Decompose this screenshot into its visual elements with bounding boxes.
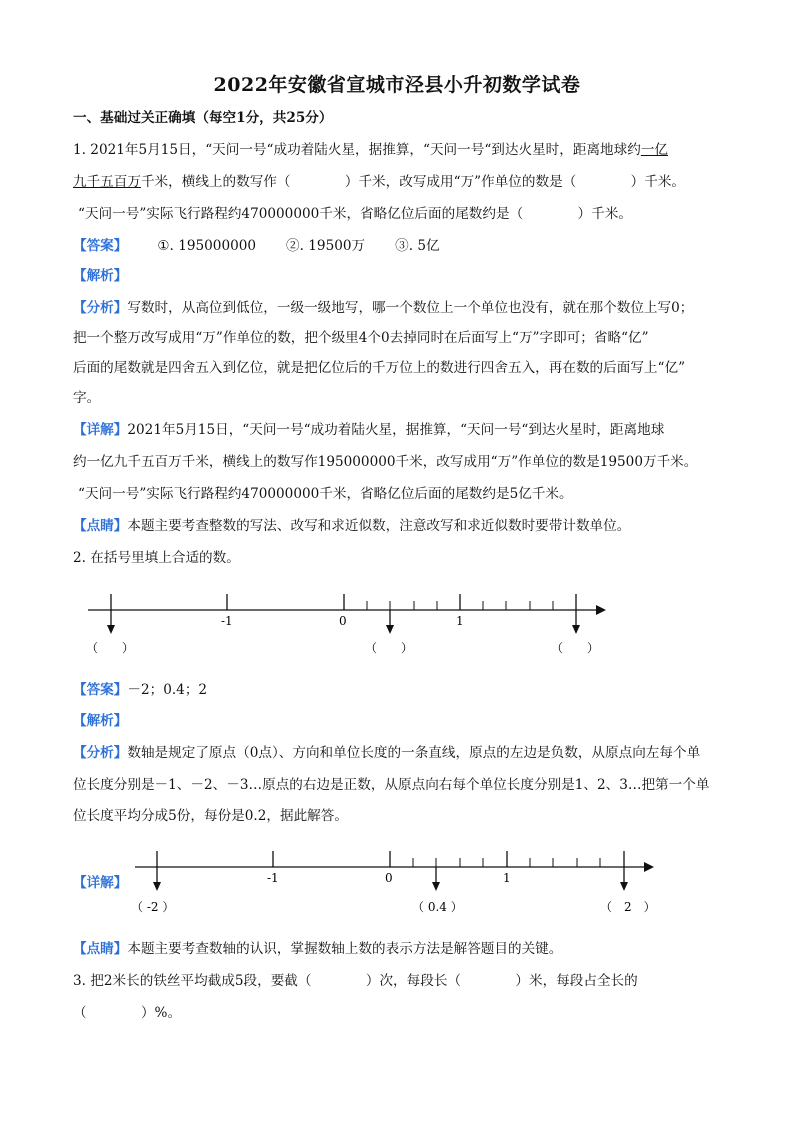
arrowhead-icon xyxy=(153,882,161,891)
tick-label-neg1: -1 xyxy=(221,614,233,628)
q1-text: 1. 2021年5月15日，“天问一号“成功着陆火星，据推算，“天问一号“到达火星时，距离地球约 xyxy=(73,142,641,158)
dianjing-tag: 【点睛】 xyxy=(73,518,128,534)
q1-text: 千米，横线上的数写作（ ）千米，改写成用“万”作单位的数是（ ）千米。 xyxy=(140,174,686,190)
analysis-tag: 【解析】 xyxy=(73,713,128,729)
xiangjie-tag: 【详解】 xyxy=(73,422,128,438)
q1-underlined-number: 九千五百万 xyxy=(73,174,141,190)
tick-label-1: 1 xyxy=(456,614,464,628)
arrowhead-icon xyxy=(572,625,580,634)
q1-xiangjie-text: 2021年5月15日，“天问一号“成功着陆火星，据推算，“天问一号“到达火星时，距离地球 xyxy=(127,422,665,438)
q2-answer xyxy=(73,680,207,700)
page-title: 2022年安徽省宣城市泾县小升初数学试卷 xyxy=(213,74,581,96)
q3-stem-line1: 3. 把2米长的铁丝平均截成5段，要截（ ）次，每段长（ ）米，每段占全长的 xyxy=(73,973,638,989)
section-heading: 一、基础过关正确填（每空1分，共25分） xyxy=(73,110,333,126)
q1-xiangjie-line3: “天问一号”实际飞行路程约470000000千米，省略亿位后面的尾数约是5亿千米。 xyxy=(78,486,573,502)
q2-fenxi-text: 数轴是规定了原点（0点）、方向和单位长度的一条直线，原点的左边是负数，从原点向左每个单 xyxy=(127,745,701,761)
q1-fenxi-line3: 后面的尾数就是四舍五入到亿位，就是把亿位后的千万位上的数进行四舍五入，再在数的后面写上“亿” xyxy=(73,360,686,376)
q1-fenxi-line2: 把一个整万改写成用“万”作单位的数，把个级里4个0去掉同时在后面写上“万”字即可；省略“亿” xyxy=(73,330,649,346)
dianjing-tag: 【点睛】 xyxy=(73,941,128,957)
fenxi-tag: 【分析】 xyxy=(73,300,128,316)
answer-c: （ 2 ） xyxy=(600,900,656,914)
answer-tag: 【答案】 xyxy=(73,238,128,254)
answer-b: （ 0.4 ） xyxy=(412,900,463,914)
q1-answer-3: ③. 5亿 xyxy=(395,238,440,254)
q2-fenxi-line3: 位长度平均分成5份，每份是0.2，据此解答。 xyxy=(73,808,348,824)
answer-a: （ -2 ） xyxy=(131,900,175,914)
q2-answer-text: －2；0.4；2 xyxy=(127,682,208,698)
q1-xiangjie-line2: 约一亿九千五百万千米，横线上的数写作195000000千米，改写成用“万”作单位的数是19500万千米。 xyxy=(73,454,698,470)
q1-dianjing-text: 本题主要考查整数的写法、改写和求近似数，注意改写和求近似数时要带计数单位。 xyxy=(127,518,631,534)
q1-answer-2: ②. 19500万 xyxy=(286,238,366,254)
axis-arrowhead xyxy=(644,862,654,872)
arrowhead-icon xyxy=(107,625,115,634)
q1-answer-1: ①. 195000000 xyxy=(157,238,257,254)
tick-label-1: 1 xyxy=(503,871,511,885)
q1-fenxi-line4: 字。 xyxy=(73,390,101,406)
q2-fenxi-line1 xyxy=(73,743,700,763)
tick-label-0: 0 xyxy=(339,614,347,628)
number-line-2 xyxy=(131,851,656,914)
blank-2: （ ） xyxy=(365,641,414,655)
axis-arrowhead xyxy=(596,605,606,615)
q1-stem-line3: “天问一号”实际飞行路程约470000000千米，省略亿位后面的尾数约是（ ）千米。 xyxy=(78,206,632,222)
q2-fenxi-line2: 位长度分别是－1、－2、－3…原点的右边是正数，从原点向右每个单位长度分别是1、2、3…把第一个单 xyxy=(73,777,710,793)
blank-1: （ ） xyxy=(86,641,135,655)
arrowhead-icon xyxy=(432,882,440,891)
number-line-1 xyxy=(86,594,606,655)
q2-dianjing-text: 本题主要考查数轴的认识，掌握数轴上数的表示方法是解答题目的关键。 xyxy=(127,941,563,957)
arrowhead-icon xyxy=(620,882,628,891)
tick-label-0: 0 xyxy=(385,871,393,885)
q1-fenxi-text: 写数时，从高位到低位，一级一级地写，哪一个数位上一个单位也没有，就在那个数位上写0； xyxy=(127,300,694,316)
analysis-tag: 【解析】 xyxy=(73,268,128,284)
fenxi-tag: 【分析】 xyxy=(73,745,128,761)
tick-label-neg1: -1 xyxy=(267,871,279,885)
q2-dianjing xyxy=(73,939,562,959)
q1-underlined-number: 一亿 xyxy=(640,142,669,158)
xiangjie-tag: 【详解】 xyxy=(73,875,128,891)
q3-stem-line2: （ ）%。 xyxy=(73,1005,182,1021)
answer-tag: 【答案】 xyxy=(73,682,128,698)
q2-stem: 2. 在括号里填上合适的数。 xyxy=(73,550,240,566)
arrowhead-icon xyxy=(386,625,394,634)
blank-3: （ ） xyxy=(551,641,600,655)
